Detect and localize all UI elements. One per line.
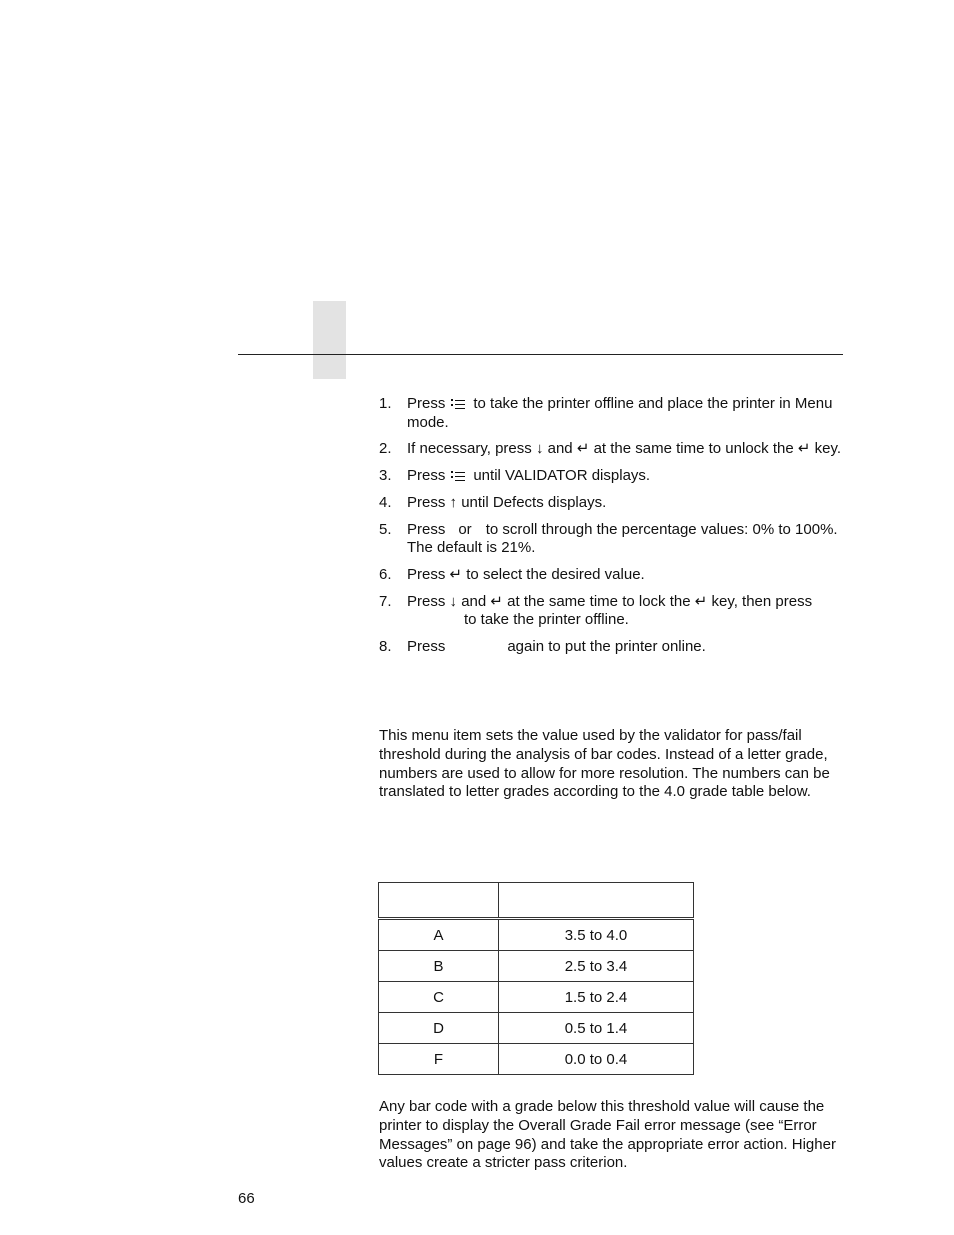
step-number: 2. bbox=[379, 440, 392, 458]
header-cell bbox=[499, 883, 694, 919]
down-arrow-icon: ↓ bbox=[535, 440, 544, 458]
step-number: 5. bbox=[379, 520, 392, 538]
range-cell: 2.5 to 3.4 bbox=[499, 951, 694, 982]
down-arrow-icon: ↓ bbox=[449, 592, 458, 610]
range-cell: 1.5 to 2.4 bbox=[499, 982, 694, 1013]
step-7: 7. Press ↓ and ↵ at the same time to lock the ↵ key, then press to take the printer offline. bbox=[379, 592, 813, 629]
grade-cell: A bbox=[379, 919, 499, 951]
grade-cell: C bbox=[379, 982, 499, 1013]
procedure-steps bbox=[379, 395, 849, 665]
step-number: 7. bbox=[379, 592, 392, 610]
table-row bbox=[379, 1044, 694, 1075]
step-2: 2. If necessary, press ↓ and ↵ at the same time to unlock the ↵ key. bbox=[379, 440, 842, 458]
step-number: 8. bbox=[379, 638, 392, 656]
note-paragraph: Any bar code with a grade below this threshold value will cause the printer to display the Overall Grade Fail error message (see “Error Messages” on page 96) and take the appropriate error action. Higher values create a stricter pass criterion. bbox=[379, 1098, 836, 1172]
enter-key-icon: ↵ bbox=[576, 440, 590, 458]
step-4: 4. Press ↑ until Defects displays. bbox=[379, 493, 607, 511]
grade-cell: F bbox=[379, 1044, 499, 1075]
table-row bbox=[379, 951, 694, 982]
table-row bbox=[379, 919, 694, 951]
header-cell bbox=[379, 883, 499, 919]
enter-key-icon: ↵ bbox=[449, 566, 463, 584]
up-arrow-icon: ↑ bbox=[449, 493, 458, 511]
enter-key-icon: ↵ bbox=[797, 440, 811, 458]
grade-cell: D bbox=[379, 1013, 499, 1044]
range-cell: 0.5 to 1.4 bbox=[499, 1013, 694, 1044]
grade-table bbox=[378, 882, 694, 1075]
table-header-row bbox=[379, 883, 694, 919]
step-number: 3. bbox=[379, 467, 392, 485]
enter-key-icon: ↵ bbox=[490, 592, 503, 610]
table-row bbox=[379, 1013, 694, 1044]
step-3: 3. Press until VALIDATOR displays. bbox=[379, 467, 651, 485]
range-cell: 0.0 to 0.4 bbox=[499, 1044, 694, 1075]
menu-key-icon bbox=[451, 397, 467, 409]
chapter-tab bbox=[313, 301, 346, 379]
step-number: 6. bbox=[379, 566, 392, 584]
step-number: 4. bbox=[379, 493, 392, 511]
grade-cell: B bbox=[379, 951, 499, 982]
page-number: 66 bbox=[238, 1190, 255, 1207]
menu-key-icon bbox=[451, 469, 467, 481]
step-number: 1. bbox=[379, 395, 392, 412]
table-row bbox=[379, 982, 694, 1013]
step-5: 5. Press or to scroll through the percentage values: 0% to 100%. The default is 21%. bbox=[379, 520, 838, 557]
range-cell: 3.5 to 4.0 bbox=[499, 919, 694, 951]
step-6: 6. Press ↵ to select the desired value. bbox=[379, 566, 645, 584]
step-1: 1. Press to take the printer offline and place the printer in Menu mode. bbox=[379, 395, 833, 431]
description-paragraph: This menu item sets the value used by the validator for pass/fail threshold during the analysis of bar codes. Instead of a letter grade, numbers are used to allow for more resolution. The numbers can be translated to letter grades according to the 4.0 grade table below. bbox=[379, 727, 830, 801]
step-8: 8. Press again to put the printer online. bbox=[379, 638, 706, 656]
enter-key-icon: ↵ bbox=[694, 592, 708, 610]
header-rule bbox=[238, 354, 843, 355]
